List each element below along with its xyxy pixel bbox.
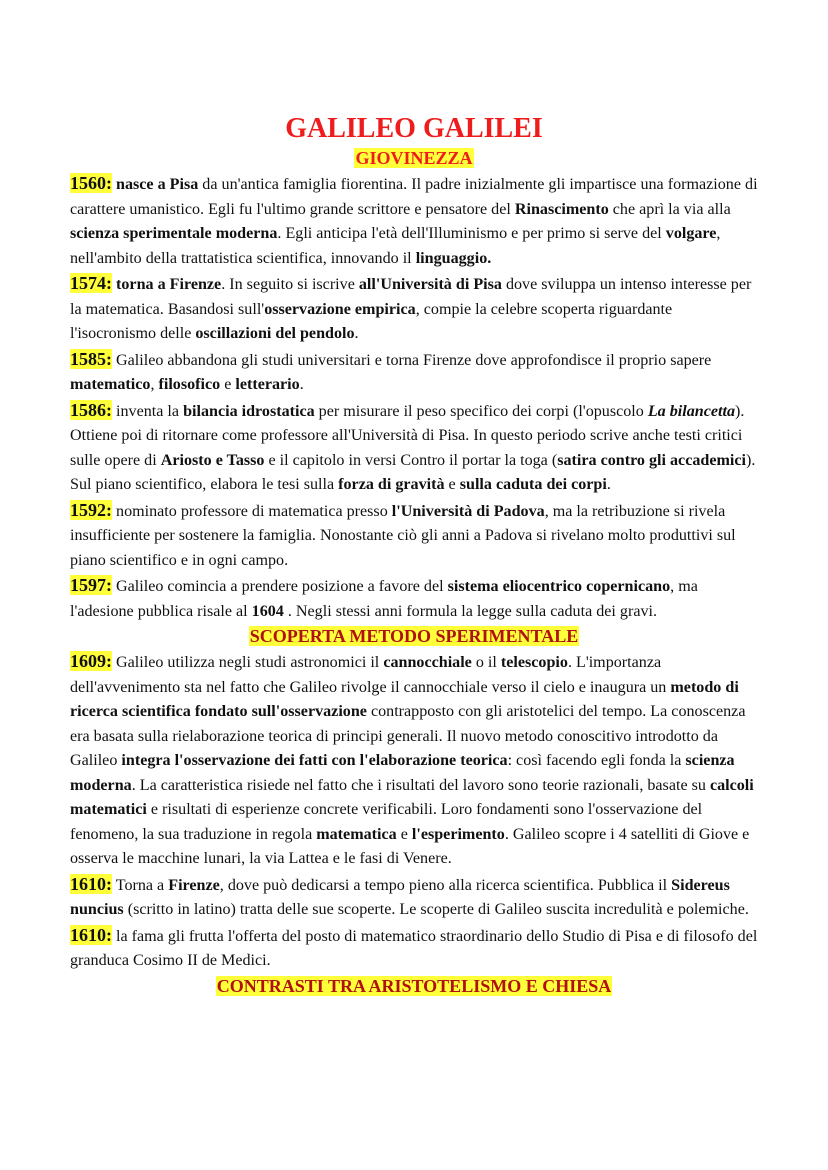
body-text: Galileo utilizza negli studi astronomici il bbox=[112, 654, 384, 671]
emphasis-text: letterario bbox=[235, 376, 300, 393]
timeline-entry bbox=[70, 398, 758, 498]
section-heading-metodo bbox=[70, 624, 758, 649]
year-label: 1592: bbox=[70, 499, 112, 520]
emphasis-text: telescopio bbox=[500, 654, 568, 671]
body-text: (scritto in latino) tratta delle sue scoperte. Le scoperte di Galileo suscita incredulità e polemiche. bbox=[123, 901, 749, 918]
body-text: , ma la retribuzione si rivela insufficiente per sostenere la famiglia. Nonostante ciò gli anni a Padova si rivelano molto produttivi sul piano scientifico e in ogni campo. bbox=[70, 502, 736, 569]
emphasis-text: l'esperimento bbox=[411, 825, 505, 843]
emphasis-text: cannocchiale bbox=[383, 654, 472, 671]
timeline-entry bbox=[70, 872, 758, 923]
emphasis-text: scienza sperimentale moderna bbox=[70, 225, 278, 242]
body-text: o il bbox=[471, 654, 501, 671]
section-heading-text: SCOPERTA METODO SPERIMENTALE bbox=[249, 626, 579, 646]
emphasis-text: integra l'osservazione dei fatti con l'elaborazione teorica bbox=[121, 752, 508, 769]
emphasis-text: l'Università di Padova bbox=[391, 502, 545, 520]
emphasis-text: satira contro gli accademici bbox=[557, 451, 746, 469]
emphasis-text: torna a Firenze bbox=[112, 276, 222, 293]
body-text: , bbox=[150, 376, 159, 393]
emphasis-text: metodo di ricerca scientifica fondato sull'osservazione bbox=[70, 678, 739, 720]
emphasis-text: linguaggio. bbox=[415, 249, 492, 267]
body-text: e bbox=[396, 825, 412, 843]
year-label: 1610: bbox=[70, 873, 112, 894]
body-text: Galileo comincia a prendere posizione a favore del bbox=[112, 578, 448, 595]
body-text: inventa la bbox=[112, 402, 184, 420]
year-label: 1597: bbox=[70, 575, 112, 595]
year-label: 1609: bbox=[70, 651, 112, 671]
emphasis-text: volgare bbox=[665, 225, 717, 242]
body-text: . bbox=[299, 376, 304, 393]
year-label: 1586: bbox=[70, 399, 112, 420]
body-text: . bbox=[606, 476, 611, 493]
body-text: . Galileo scopre i 4 satelliti di Giove e osserva le macchine lunari, la via Lattea e le fasi di Venere. bbox=[70, 825, 750, 867]
body-text: , compie la celebre scoperta riguardante l'isocronismo delle bbox=[70, 300, 673, 342]
timeline-entry bbox=[70, 271, 758, 347]
emphasis-text: filosofico bbox=[158, 376, 221, 393]
year-label: 1610: bbox=[70, 924, 112, 945]
emphasis-text: scienza moderna bbox=[70, 752, 735, 794]
timeline-entry bbox=[70, 649, 758, 872]
body-text: , dove può dedicarsi a tempo pieno alla ricerca scientifica. Pubblica il bbox=[219, 876, 672, 894]
emphasis-text: Ariosto e Tasso bbox=[160, 451, 265, 469]
body-text: . La caratteristica risiede nel fatto che i risultati del lavoro sono teorie razionali, basate su bbox=[131, 776, 710, 794]
body-text: , nell'ambito della trattatistica scientifica, innovando il bbox=[70, 225, 721, 267]
body-text: . Negli stessi anni formula la legge sulla caduta dei gravi. bbox=[283, 602, 658, 620]
emphasis-text: all'Università di Pisa bbox=[358, 276, 502, 293]
timeline-entry bbox=[70, 171, 758, 271]
body-text: contrapposto con gli aristotelici del tempo. La conoscenza era basata sulla rielaborazione teorica di principi generali. Il nuovo metodo conoscitivo introdotto da Galileo bbox=[70, 703, 746, 769]
emphasis-text: La bilancetta bbox=[647, 402, 735, 420]
emphasis-text: sulla caduta dei corpi bbox=[459, 476, 607, 493]
section-heading-giovinezza bbox=[70, 146, 758, 171]
body-text: che aprì la via alla bbox=[608, 200, 731, 218]
body-text: e risultati di esperienze concrete verificabili. Loro fondamenti sono l'osservazione del fenomeno, la sua traduzione in regola bbox=[70, 801, 703, 843]
body-text: Torna a bbox=[112, 876, 169, 894]
section-heading-text: CONTRASTI TRA ARISTOTELISMO E CHIESA bbox=[216, 975, 612, 996]
section-heading-contrasti bbox=[70, 974, 758, 999]
body-text: . In seguito si iscrive bbox=[221, 276, 359, 293]
body-text: ). Sul piano scientifico, elabora le tesi sulla bbox=[70, 451, 756, 493]
year-label: 1574: bbox=[70, 273, 112, 293]
emphasis-text: Firenze bbox=[168, 876, 220, 894]
year-label: 1560: bbox=[70, 173, 112, 193]
body-text: e il capitolo in versi Contro il portar la toga ( bbox=[264, 451, 558, 469]
year-label: 1585: bbox=[70, 348, 112, 369]
body-text: e bbox=[444, 476, 460, 493]
emphasis-text: matematico bbox=[70, 376, 151, 393]
body-text: . bbox=[354, 325, 359, 342]
body-text: . L'importanza dell'avvenimento sta nel fatto che Galileo rivolge il cannocchiale verso il cielo e inaugura un bbox=[70, 654, 671, 696]
page-title: GALILEO GALILEI bbox=[285, 113, 543, 144]
emphasis-text: matematica bbox=[316, 825, 397, 843]
timeline-entry bbox=[70, 573, 758, 624]
body-text: la fama gli frutta l'offerta del posto di matematico straordinario dello Studio di Pisa e di filosofo del granduca Cosimo II de Medici. bbox=[70, 927, 758, 969]
body-text: nominato professore di matematica presso bbox=[112, 502, 392, 520]
emphasis-text: oscillazioni del pendolo bbox=[195, 325, 355, 342]
emphasis-text: Rinascimento bbox=[514, 200, 609, 218]
body-text: da un'antica famiglia fiorentina. Il padre inizialmente gli impartisce una formazione di carattere umanistico. Egli fu l'ultimo grande scrittore e pensatore del bbox=[70, 176, 758, 218]
section-heading-text: GIOVINEZZA bbox=[355, 148, 473, 168]
emphasis-text: bilancia idrostatica bbox=[183, 402, 315, 420]
emphasis-text: osservazione empirica bbox=[264, 300, 416, 318]
body-text: . Egli anticipa l'età dell'Illuminismo e per primo si serve del bbox=[277, 225, 666, 242]
emphasis-text: 1604 bbox=[251, 602, 284, 620]
body-text: dove sviluppa un intenso interesse per la matematica. Basandosi sull' bbox=[70, 276, 752, 318]
timeline-entry bbox=[70, 923, 758, 974]
emphasis-text: Sidereus nuncius bbox=[70, 876, 730, 918]
emphasis-text: forza di gravità bbox=[338, 476, 445, 493]
body-text: per misurare il peso specifico dei corpi (l'opuscolo bbox=[314, 402, 648, 420]
emphasis-text: calcoli matematici bbox=[70, 776, 754, 818]
emphasis-text: sistema eliocentrico copernicano bbox=[447, 578, 671, 595]
body-text: e bbox=[220, 376, 236, 393]
body-text: Galileo abbandona gli studi universitari e torna Firenze dove approfondisce il proprio sapere bbox=[112, 351, 712, 369]
emphasis-text: nasce a Pisa bbox=[112, 176, 199, 193]
body-text: : così facendo egli fonda la bbox=[507, 752, 686, 769]
timeline-entry bbox=[70, 498, 758, 574]
body-text: , ma l'adesione pubblica risale al bbox=[70, 578, 698, 620]
body-text: ). Ottiene poi di ritornare come professore all'Università di Pisa. In questo periodo scrive anche testi critici sulle opere di bbox=[70, 402, 745, 469]
timeline-entry bbox=[70, 347, 758, 398]
